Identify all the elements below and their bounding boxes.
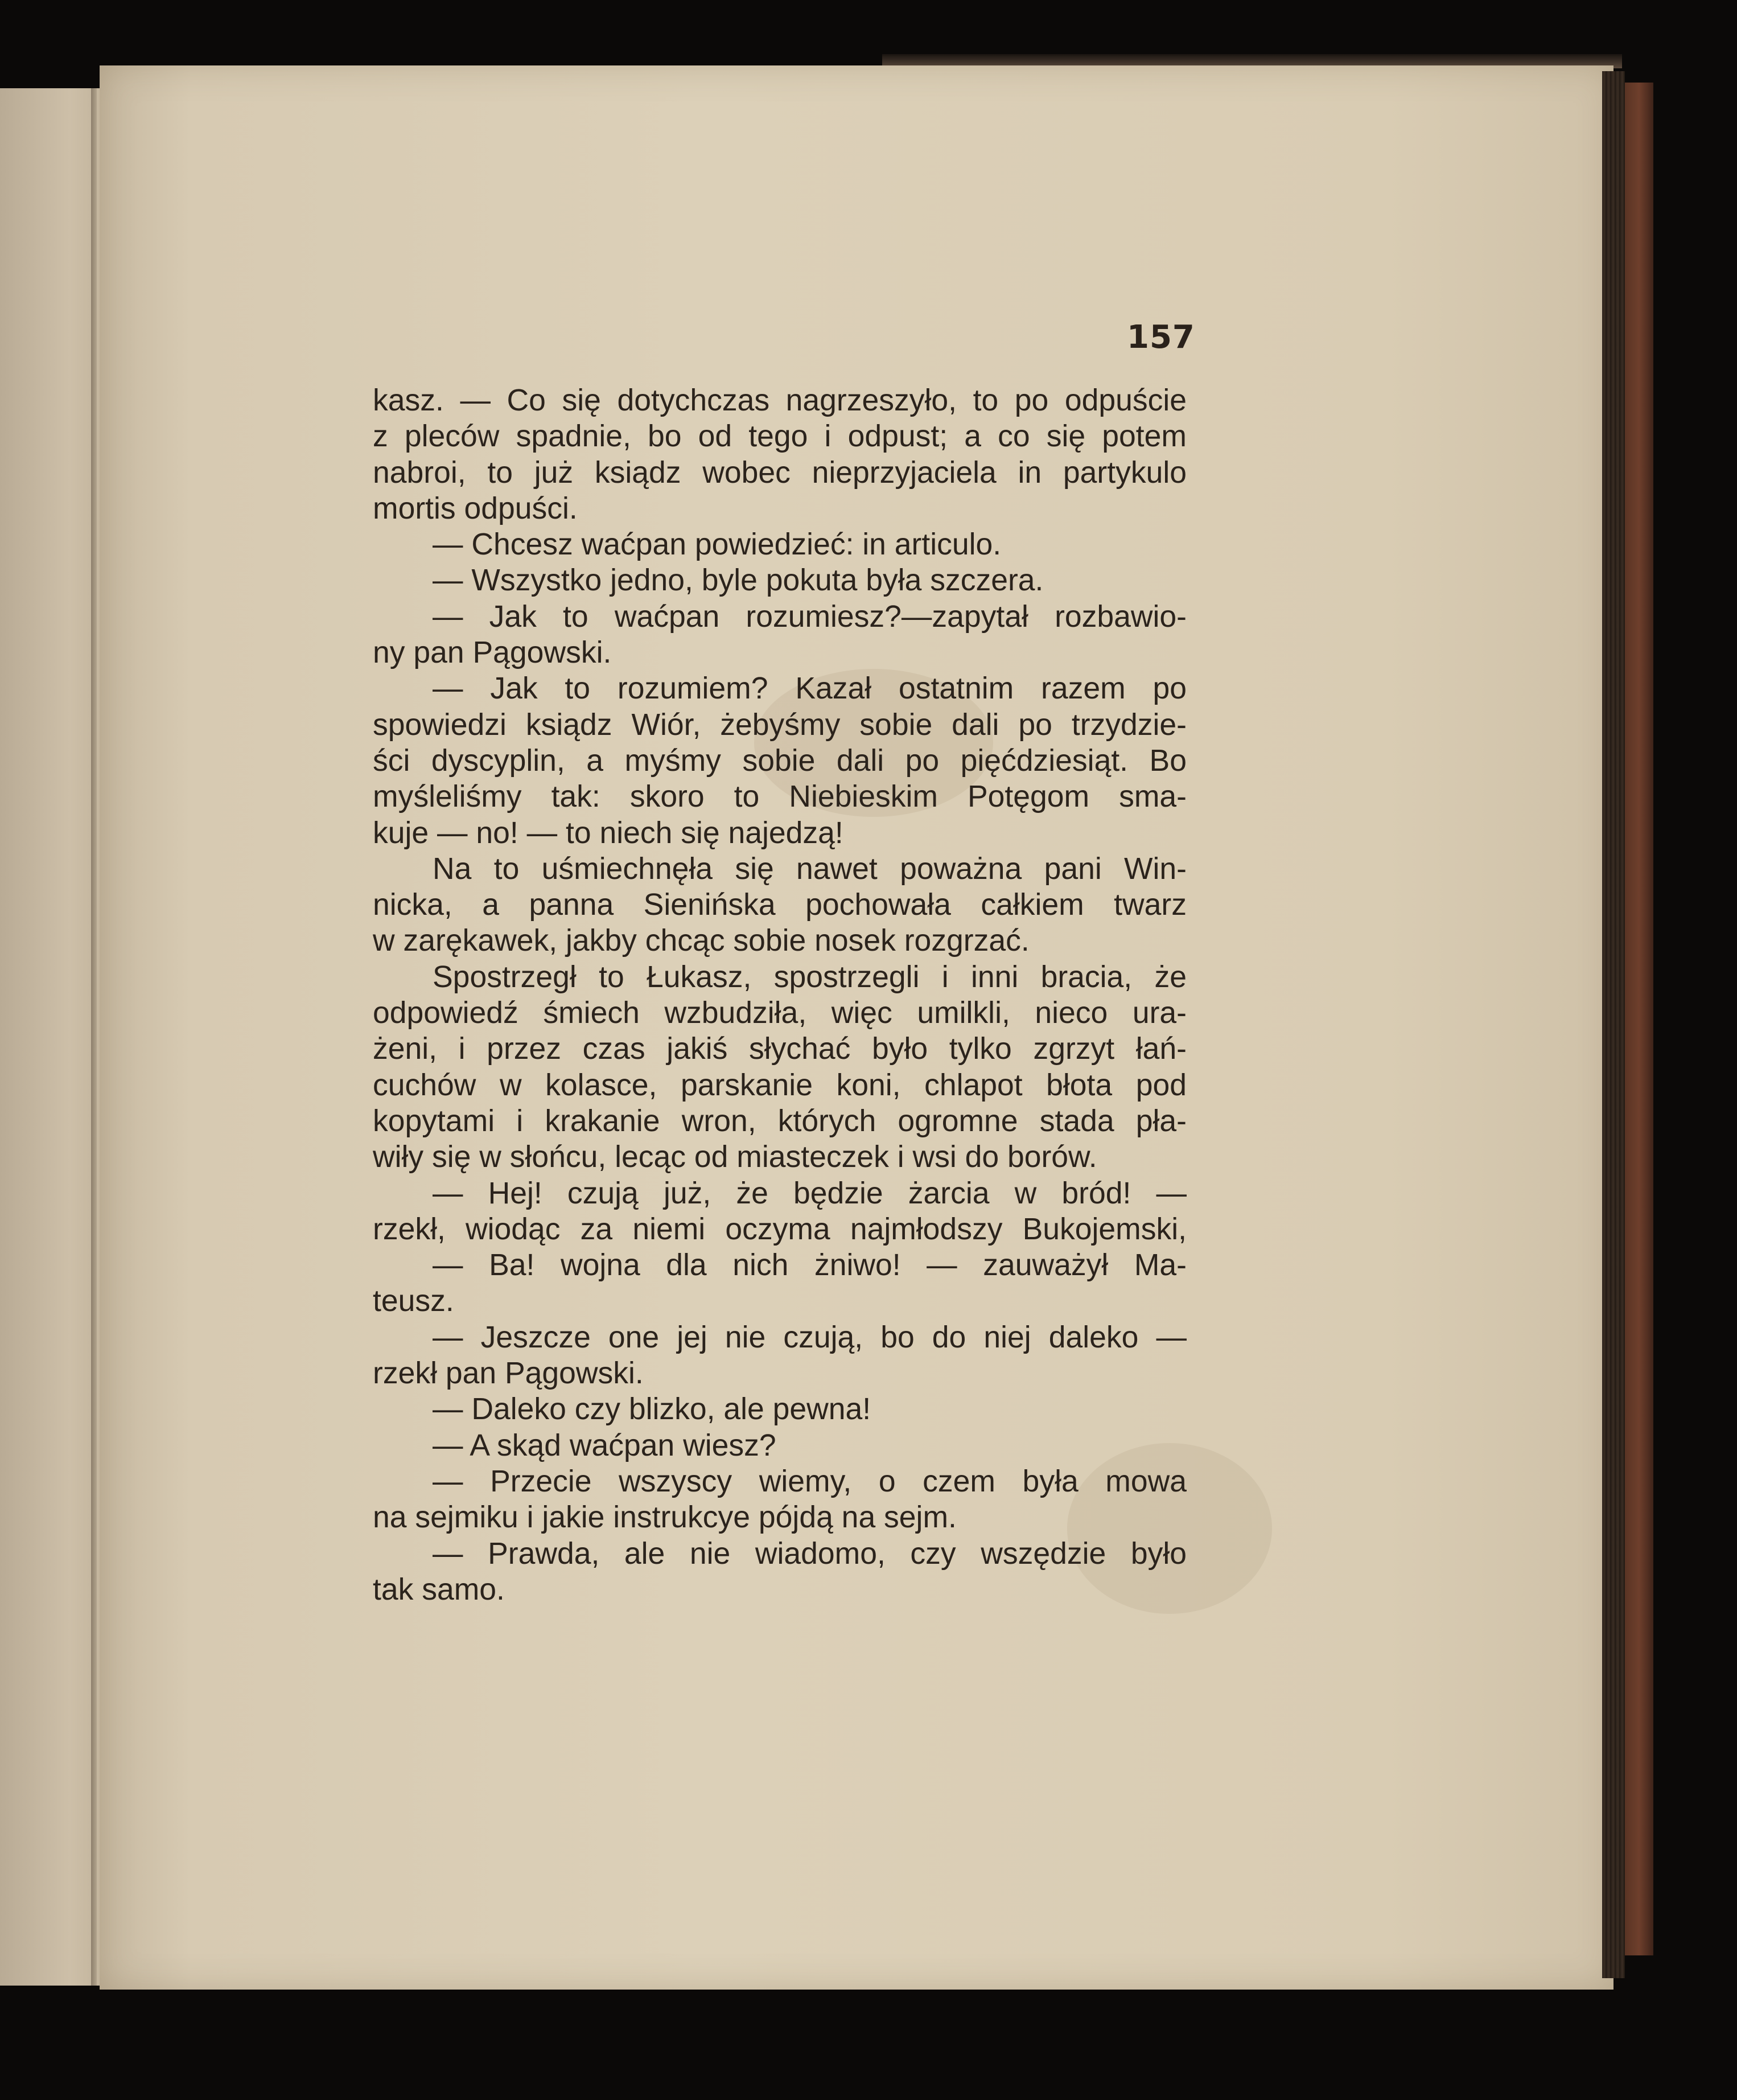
text-line: — Wszystko jedno, byle pokuta była szczera. (433, 564, 1044, 598)
text-line: spowiedzi ksiądz Wiór, żebyśmy sobie dali po trzydzie- (373, 708, 1187, 742)
text-line: z pleców spadnie, bo od tego i odpust; a co się potem (373, 420, 1187, 454)
text-line: — Prawda, ale nie wiadomo, czy wszędzie było (433, 1536, 1187, 1571)
text-line: kasz. — Co się dotychczas nagrzeszyło, to po odpuście (373, 384, 1187, 417)
text-line: nicka, a panna Sienińska pochowała całkiem twarz (373, 888, 1187, 922)
text-line: teusz. (373, 1284, 454, 1318)
text-line: myśleliśmy tak: skoro to Niebieskim Potęgom sma- (373, 780, 1187, 814)
text-line: — Przecie wszyscy wiemy, o czem była mowa (433, 1464, 1187, 1498)
text-line: cuchów w kolasce, parskanie koni, chlapot błota pod (373, 1068, 1187, 1102)
text-line: — Hej! czują już, że będzie żarcia w bród! — (433, 1176, 1187, 1210)
text-line: — Chcesz waćpan powiedzieć: in articulo. (433, 528, 1002, 562)
page-number: 157 (1127, 319, 1195, 356)
page-stack-edge (1602, 71, 1625, 1978)
text-line: — Ba! wojna dla nich żniwo! — zauważył Ma- (433, 1248, 1187, 1283)
text-line: — Jak to waćpan rozumiesz?—zapytał rozbawio- (433, 599, 1187, 634)
text-line: ny pan Pągowski. (373, 636, 612, 670)
text-line: — Jeszcze one jej nie czują, bo do niej daleko — (433, 1320, 1187, 1354)
text-line: tak samo. (373, 1572, 505, 1606)
text-line: Spostrzegł to Łukasz, spostrzegli i inni bracia, że (433, 960, 1187, 994)
text-line: — A skąd waćpan wiesz? (433, 1428, 776, 1462)
text-line: żeni, i przez czas jakiś słychać było tylko zgrzyt łań- (373, 1032, 1187, 1066)
book-gutter (91, 88, 97, 1986)
text-line: — Daleko czy blizko, ale pewna! (433, 1392, 871, 1427)
text-line: na sejmiku i jakie instrukcye pójdą na sejm. (373, 1501, 957, 1535)
text-line: wiły się w słońcu, lecąc od miasteczek i wsi do borów. (373, 1140, 1097, 1174)
text-line: mortis odpuści. (373, 491, 578, 525)
text-line: Na to uśmiechnęła się nawet poważna pani Win- (433, 852, 1187, 886)
page-text (373, 383, 1187, 1608)
text-line: rzekł pan Pągowski. (373, 1357, 644, 1391)
text-line: rzekł, wiodąc za niemi oczyma najmłodszy Bukojemski, (373, 1212, 1187, 1246)
text-line: — Jak to rozumiem? Kazał ostatnim razem po (433, 672, 1187, 706)
text-line: odpowiedź śmiech wzbudziła, więc umilkli, nieco ura- (373, 996, 1187, 1030)
text-line: ści dyscyplin, a myśmy sobie dali po pięćdziesiąt. Bo (373, 743, 1187, 778)
text-line: nabroi, to już ksiądz wobec nieprzyjaciela in partykulo (373, 455, 1187, 490)
text-line: w zarękawek, jakby chcąc sobie nosek rozgrzać. (373, 924, 1030, 958)
text-line: kopytami i krakanie wron, których ogromne stada pła- (373, 1104, 1187, 1138)
book-cover-edge (1625, 83, 1653, 1955)
left-page-edge (0, 88, 100, 1986)
text-line: kuje — no! — to niech się najedzą! (373, 816, 843, 850)
